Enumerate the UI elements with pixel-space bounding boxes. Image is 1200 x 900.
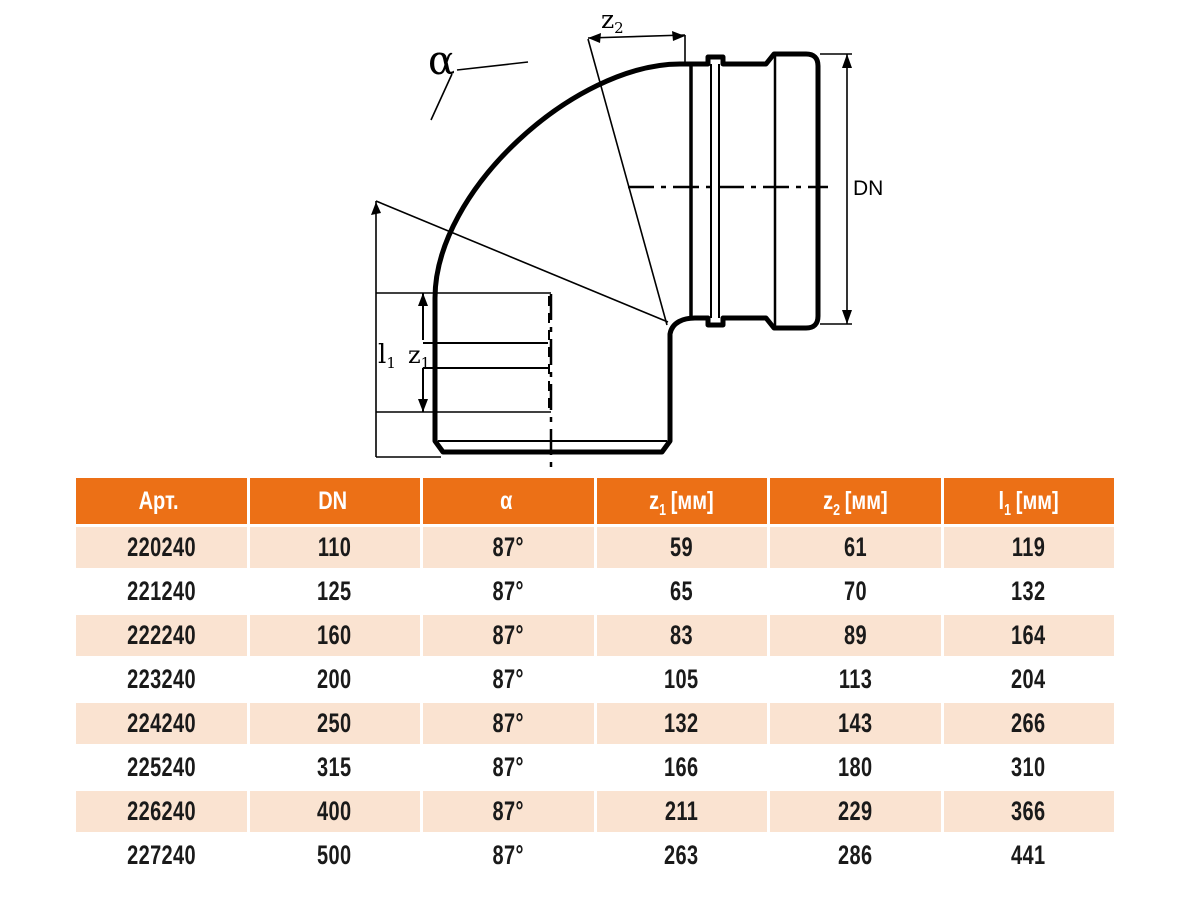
cell-dn: 110 xyxy=(250,527,421,568)
table-row xyxy=(76,615,1114,656)
table-row xyxy=(76,571,1114,612)
cell-dn: 125 xyxy=(250,571,421,612)
cell-alpha: 87° xyxy=(423,703,594,744)
cell-z1: 65 xyxy=(597,571,768,612)
spec-table xyxy=(76,478,1114,879)
label-l1: l1 xyxy=(378,340,396,372)
table-row xyxy=(76,659,1114,700)
cell-l1: 164 xyxy=(944,615,1115,656)
cell-z1: 83 xyxy=(597,615,768,656)
cell-dn: 160 xyxy=(250,615,421,656)
cell-dn: 315 xyxy=(250,747,421,788)
cell-z2: 143 xyxy=(770,703,941,744)
cell-z1: 59 xyxy=(597,527,768,568)
cell-z2: 286 xyxy=(770,835,941,876)
cell-z2: 229 xyxy=(770,791,941,832)
cell-z1: 132 xyxy=(597,703,768,744)
cell-art: 224240 xyxy=(76,703,247,744)
cell-z2: 113 xyxy=(770,659,941,700)
cell-l1: 132 xyxy=(944,571,1115,612)
table-row xyxy=(76,747,1114,788)
cell-alpha: 87° xyxy=(423,659,594,700)
cell-dn: 500 xyxy=(250,835,421,876)
elbow-outline xyxy=(435,54,818,452)
cell-l1: 119 xyxy=(944,527,1115,568)
cell-l1: 204 xyxy=(944,659,1115,700)
col-header-art: Арт. xyxy=(76,478,247,524)
cell-z1: 105 xyxy=(597,659,768,700)
table-row xyxy=(76,791,1114,832)
cell-z1: 211 xyxy=(597,791,768,832)
l1-z1-dimension xyxy=(371,201,551,457)
cell-z2: 180 xyxy=(770,747,941,788)
cell-art: 221240 xyxy=(76,571,247,612)
cell-z1: 263 xyxy=(597,835,768,876)
cell-dn: 250 xyxy=(250,703,421,744)
cell-art: 225240 xyxy=(76,747,247,788)
cell-z1: 166 xyxy=(597,747,768,788)
cell-alpha: 87° xyxy=(423,571,594,612)
label-dn: DN xyxy=(853,177,884,200)
cell-alpha: 87° xyxy=(423,791,594,832)
cell-dn: 200 xyxy=(250,659,421,700)
socket-seal-lines xyxy=(691,54,775,328)
dn-dimension xyxy=(820,54,852,324)
cell-art: 223240 xyxy=(76,659,247,700)
cell-z2: 89 xyxy=(770,615,941,656)
miter-plane-line xyxy=(588,39,667,325)
col-header-dn: DN xyxy=(250,478,421,524)
cell-alpha: 87° xyxy=(423,615,594,656)
label-z2: $z_2$ xyxy=(601,5,624,37)
cell-l1: 441 xyxy=(944,835,1115,876)
table-row xyxy=(76,703,1114,744)
cell-art: 220240 xyxy=(76,527,247,568)
cell-alpha: 87° xyxy=(423,747,594,788)
label-alpha: α xyxy=(428,38,456,84)
cell-l1: 310 xyxy=(944,747,1115,788)
cell-l1: 366 xyxy=(944,791,1115,832)
cell-art: 222240 xyxy=(76,615,247,656)
cell-art: 226240 xyxy=(76,791,247,832)
col-header-alpha: α xyxy=(423,478,594,524)
cell-z2: 70 xyxy=(770,571,941,612)
z2-dimension xyxy=(588,31,685,62)
table-row xyxy=(76,835,1114,876)
cell-art: 227240 xyxy=(76,835,247,876)
table-row xyxy=(76,527,1114,568)
label-z1: $z_1$ xyxy=(408,341,431,372)
col-header-z2: $z_2$ [мм] xyxy=(770,478,941,524)
cell-alpha: 87° xyxy=(423,835,594,876)
col-header-z1: $z_1$ [мм] xyxy=(597,478,768,524)
cell-dn: 400 xyxy=(250,791,421,832)
cell-l1: 266 xyxy=(944,703,1115,744)
table-header-row xyxy=(76,478,1114,524)
col-header-l1: $l_1$ [мм] xyxy=(944,478,1115,524)
cell-alpha: 87° xyxy=(423,527,594,568)
cell-z2: 61 xyxy=(770,527,941,568)
